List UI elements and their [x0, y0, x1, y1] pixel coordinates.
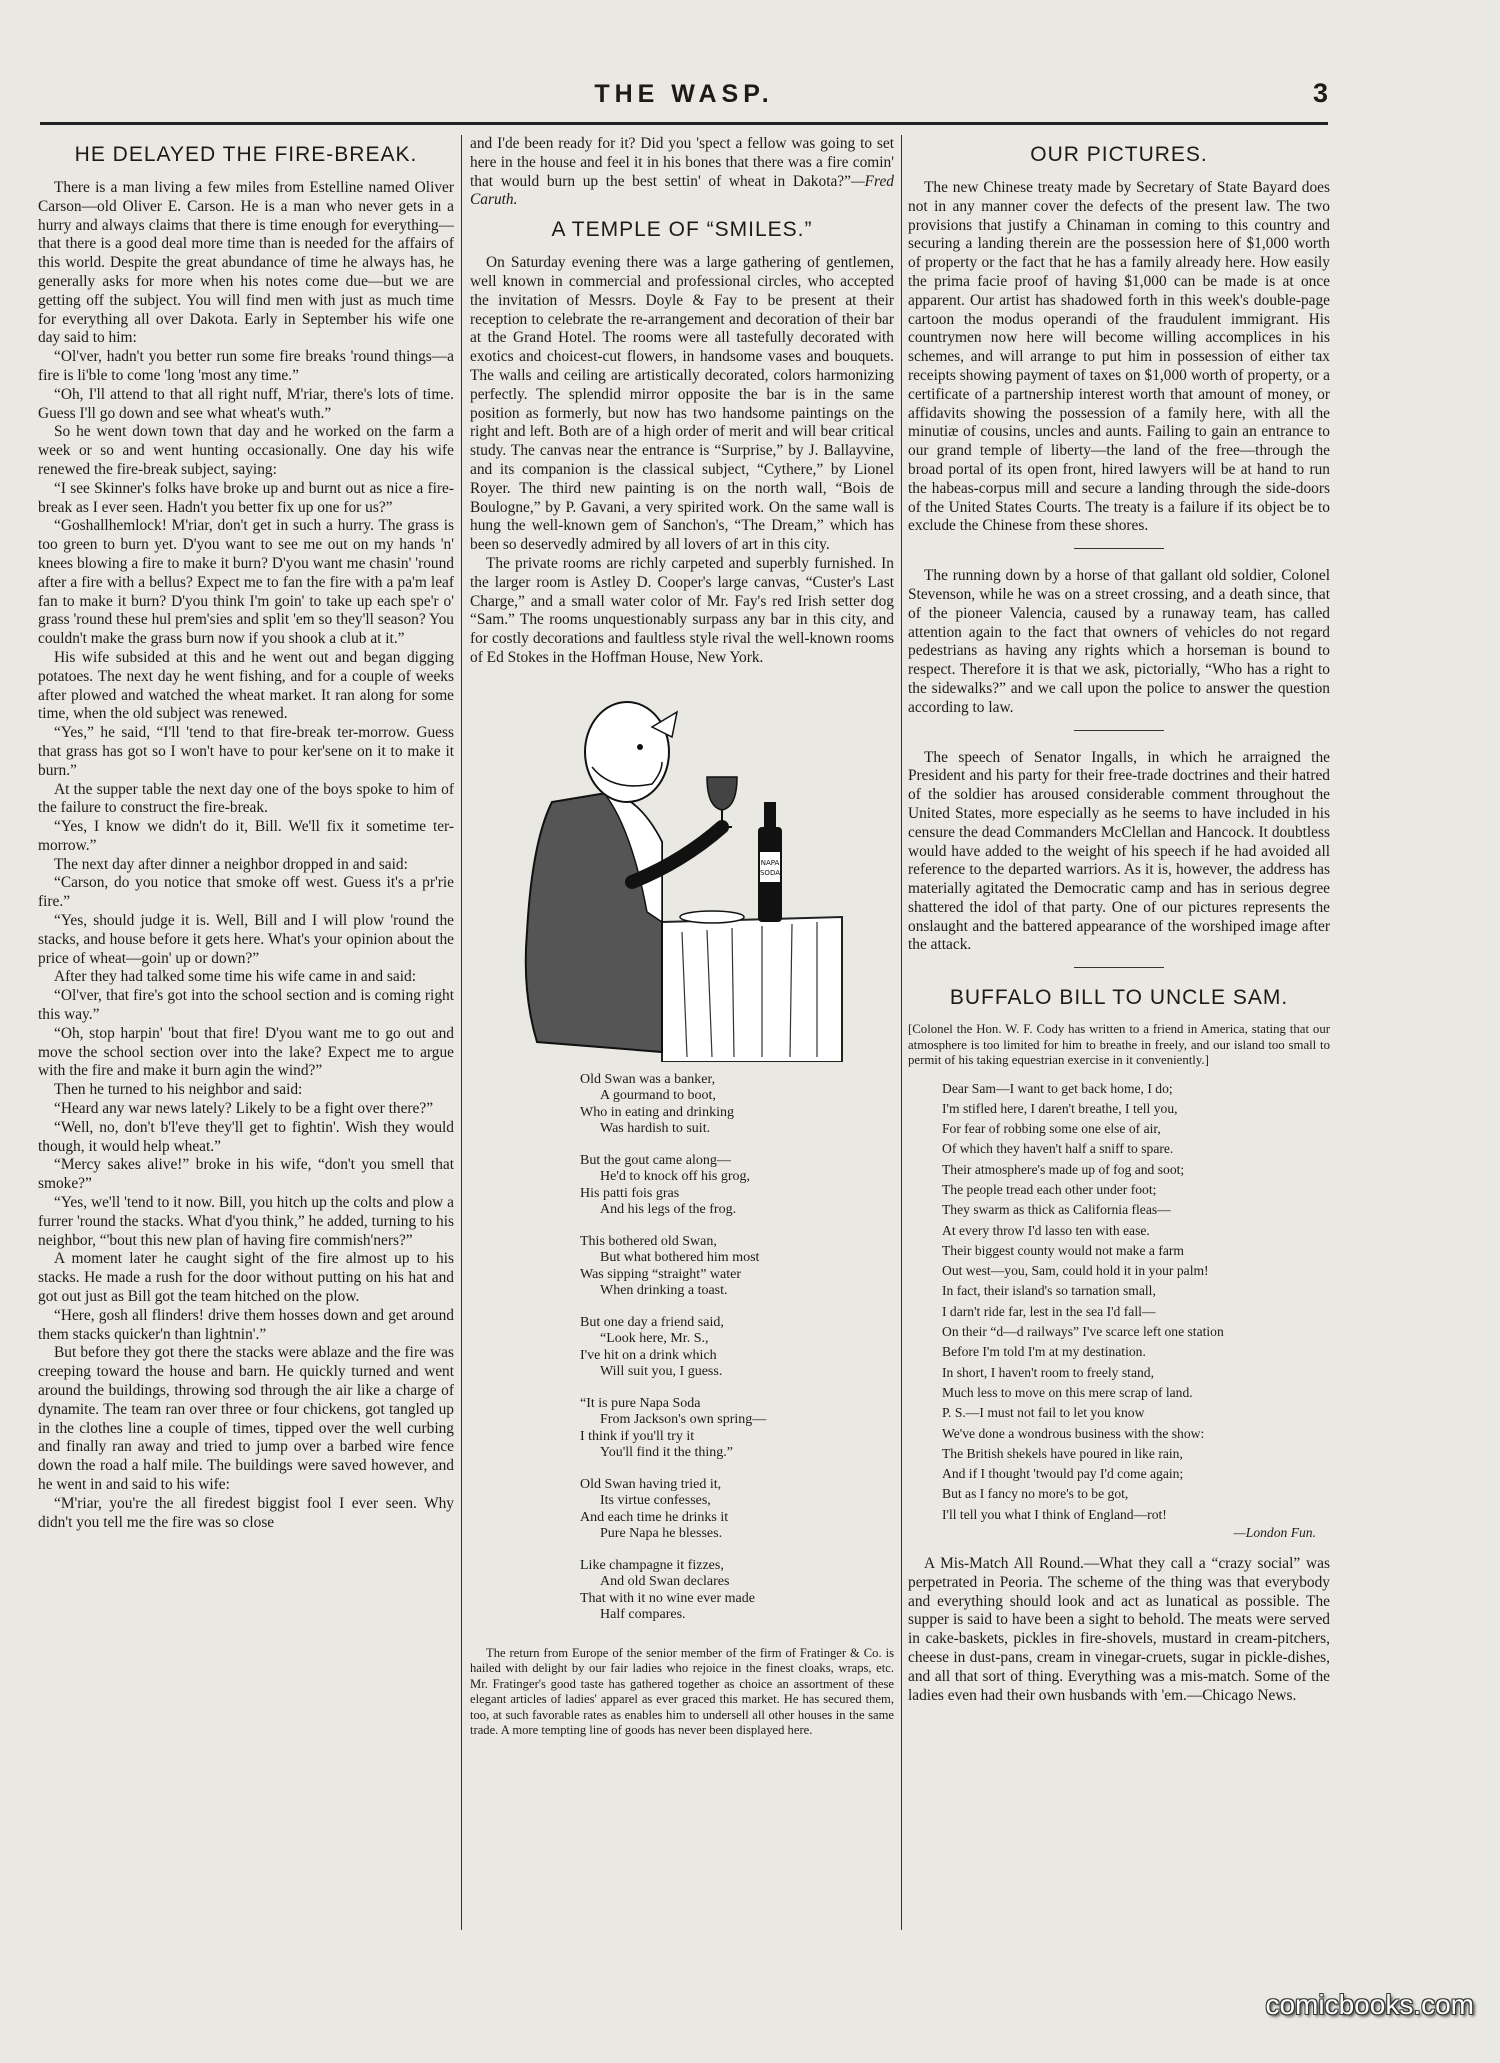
poem-line: But as I fancy no more's to be got, — [942, 1486, 1129, 1502]
poem-line: Half compares. — [600, 1607, 686, 1623]
poem-stanza — [580, 1072, 894, 1138]
paragraph: “Yes, we'll 'tend to it now. Bill, you hitch up the colts and plow a furrer 'round the stacks. What d'you think,” he added, turning to his neighbor, “'bout this new plan of having fire commish'ners?” — [38, 1194, 454, 1249]
poem-line: Much less to move on this mere scrap of land. — [942, 1384, 1193, 1400]
paragraph: The speech of Senator Ingalls, in which he arraigned the President and his party for their free-trade doctrines and their hatred of the soldier has aroused considerable comment throughout the United States, more especially as he seems to have included in his censure the dead Commanders McClellan and Hancock. It doubtless would have added to the weight of his speech if he had avoided all reference to the departed warriors. As it is, however, the address has materially agitated the Democratic camp and has in serious degree shattered the idol of that party. One of our pictures represents the onslaught and the battered appearance of the worshiped image after the attack. — [908, 748, 1330, 954]
paragraph: The running down by a horse of that gallant old soldier, Colonel Stevenson, while he was on a street crossing, and a death since, that of the pioneer Valencia, caused by a runaway team, has called attention again to the fact that owners of vehicles do not regard pedestrians as having any rights which a horseman is bound to respect. Therefore it is that we ask, pictorially, “Who has a right to the sidewalks?” and we call upon the police to answer the question according to law. — [908, 567, 1330, 716]
poem-line: And old Swan declares — [600, 1574, 730, 1590]
poem-line: We've done a wondrous business with the show: — [942, 1425, 1205, 1441]
paragraph: “M'riar, you're the all firedest biggist fool I ever seen. Why didn't you tell me the fire was so close — [38, 1494, 454, 1531]
poem-line: He'd to knock off his grog, — [600, 1169, 751, 1185]
publication-title: THE WASP. — [594, 80, 774, 108]
poem-line: I'm stifled here, I daren't breathe, I tell you, — [942, 1100, 1178, 1116]
paragraph: “Mercy sakes alive!” broke in his wife, “don't you smell that smoke?” — [38, 1156, 454, 1193]
poem-line: You'll find it the thing.” — [600, 1445, 733, 1461]
watermark-text: comicbooks.com — [1265, 1989, 1474, 2020]
poem-stanza — [580, 1153, 894, 1219]
paragraph: “Yes, should judge it is. Well, Bill and I will plow 'round the stacks, and house before it gets here. What's your opinion about the price of wheat—goin' up or down?” — [38, 912, 454, 967]
poem-line: In short, I haven't room to freely stand, — [942, 1364, 1154, 1380]
column-divider — [901, 135, 902, 1930]
poem-line: A gourmand to boot, — [600, 1088, 716, 1104]
paragraph: “Oh, stop harpin' 'bout that fire! D'you want me to go out and move the school section over into the lake? Expect me to argue with the fire and make it burn agin the wind?” — [38, 1024, 454, 1080]
poem-line: Before I'm told I'm at my destination. — [942, 1344, 1146, 1360]
paragraph: The next day after dinner a neighbor dropped in and said: — [54, 855, 408, 873]
section-rule — [1074, 967, 1164, 968]
poem-line: That with it no wine ever made — [580, 1590, 755, 1606]
poem-line: Old Swan was a banker, — [580, 1071, 716, 1087]
article-title: BUFFALO BILL TO UNCLE SAM. — [949, 986, 1289, 1010]
poem-stanza — [580, 1396, 894, 1462]
poem-line: At every throw I'd lasso ten with ease. — [942, 1222, 1150, 1238]
continued-paragraph: and I'de been ready for it? Did you 'spect a fellow was going to set here in the house and feel it in his bones that there was a fire comin' that would burn up the best settin' of wheat in Dakota?”—Fred Caruth. — [470, 135, 894, 209]
article-title: OUR PICTURES. — [1030, 143, 1208, 166]
paragraph: On Saturday evening there was a large gathering of gentlemen, well known in commercial and professional circles, who accepted the invitation of Messrs. Doyle & Fay to be present at their reception to celebrate the re-arrangement and decoration of their bar at the Grand Hotel. The rooms were all tastefully decorated with exotics and choicest-cut flowers, in handsome vases and bouquets. The walls and ceiling are artistically decorated, colors harmonizing perfectly. The splendid mirror opposite the bar is in the same position as formerly, but now has two handsome paintings on the right and left. Both are of a high order of merit and will bear critical study. The canvas near the entrance is “Surprise,” by J. Ballayvine, and its companion is the classical subject, “Cythere,” by Lionel Royer. The third new painting is on the north wall, “Bois de Boulogne,” by P. Gavani, a very spirited work. On the same wall is hung the well-known gem of Sanchon's, “The Dream,” which has been so deservedly admired by all lovers of art in this city. — [470, 254, 894, 554]
poem-line: “It is pure Napa Soda — [580, 1395, 701, 1411]
poem-line: The British shekels have poured in like rain, — [942, 1445, 1183, 1461]
poem-line: Their biggest county would not make a farm — [942, 1242, 1184, 1258]
poem-credit: —London Fun. — [1233, 1525, 1316, 1541]
masthead-rule — [40, 122, 1328, 125]
column-right — [908, 135, 1330, 1935]
paragraph: “Goshallhemlock! M'riar, don't get in such a hurry. The grass is too green to burn yet. D'you want to see me out on my hands 'n' knees blowing a fire to make it burn? D'you want me chasin' 'round after a fire with a bellus? Expect me to fan the fire with a pa'm leaf fan to make it burn? D'you think I'm goin' to take up each spe'r o' grass 'round these hul prem'sies and split 'em so they'll season? You couldn't make the grass burn now if you shook a club at it.” — [38, 517, 454, 648]
paragraph: “Ol'ver, hadn't you better run some fire breaks 'round things—a fire is li'ble to come 'long 'most any time.” — [38, 348, 454, 384]
article-body — [38, 179, 454, 1532]
paragraph: “I see Skinner's folks have broke up and burnt out as nice a fire-break as I ever seen. Hadn't you better fix up one for us?” — [38, 479, 454, 516]
poem-line: Like champagne it fizzes, — [580, 1557, 724, 1573]
svg-text:SODA: SODA — [759, 868, 781, 877]
poem-line: I'll tell you what I think of England—rot! — [942, 1506, 1167, 1522]
article-title: HE DELAYED THE FIRE-BREAK. — [74, 143, 418, 166]
paragraph: A moment later he caught sight of the fire almost up to his stacks. He made a rush for the door without putting on his hat and got out just as Bill got the team hitched on the plow. — [38, 1250, 454, 1306]
paragraph: “Ol'ver, that fire's got into the school section and is coming right this way.” — [38, 987, 454, 1024]
poem — [908, 1079, 1330, 1526]
poem — [470, 1072, 894, 1624]
masthead — [40, 78, 1328, 130]
paragraph: The new Chinese treaty made by Secretary of State Bayard does not in any manner cover the defects of the present law. The two provisions that justify a Chinaman in coming to this country and securing a landing therein are the possession here of $1,000 worth of property or the fact that he has a family already here. How easily the prima facie proof of having $1,000 can be made is at once apparent. Our artist has shadowed forth in this week's double-page cartoon the modus operandi of the fraudulent immigrant. His countrymen now here will become willing accomplices in his schemes, and will arrange to put him in possession of either tax receipts showing payment of taxes on $1,000 worth of property, or a certificate of a partnership interest worth that amount of money, or affidavits showing the possession of a family here, with all the minutiæ of cousins, uncles and aunts. Failing to gain an entrance to our grand temple of liberty—the land of the free—through the broad portal of its open front, hired lawyers will be at hand to run the habeas-corpus mill and secure a landing through the side-doors of the United States Courts. The treaty is a failure if its object be to exclude the Chinese from these shores. — [908, 179, 1330, 535]
article-title: A TEMPLE OF “SMILES.” — [551, 218, 813, 242]
poem-line: When drinking a toast. — [600, 1283, 728, 1299]
section-rule — [1074, 730, 1164, 731]
paragraph: So he went down town that day and he worked on the farm a week or so and went hunting occasionally. One day his wife renewed the fire-break subject, saying: — [38, 423, 454, 478]
poem-line: Pure Napa he blesses. — [600, 1526, 723, 1542]
poem-line: In fact, their island's so tarnation small, — [942, 1283, 1156, 1299]
paragraph: “Here, gosh all flinders! drive them hosses down and get around them stacks quicker'n than lightnin'.” — [38, 1306, 454, 1343]
paragraph: Then he turned to his neighbor and said: — [54, 1081, 303, 1099]
poem-line: I think if you'll try it — [580, 1428, 695, 1444]
poem-line: And each time he drinks it — [580, 1509, 729, 1525]
poem-line: Who in eating and drinking — [580, 1104, 734, 1120]
poem-stanza — [580, 1234, 894, 1300]
poem-line: Was hardish to suit. — [600, 1121, 711, 1137]
paragraph: “Yes,” he said, “I'll 'tend to that fire-break ter-morrow. Guess that grass has got so I won't have to pour ker'sene on it to make it burn.” — [38, 724, 454, 779]
paragraph: “Heard any war news lately? Likely to be a fight over there?” — [54, 1100, 434, 1118]
editor-note: [Colonel the Hon. W. F. Cody has written to a friend in America, stating that our atmosphere is too limited for him to breathe in freely, and our island too small to permit of his taking equestrian exercise in it conveniently.] — [908, 1022, 1330, 1068]
column-middle — [470, 135, 894, 1935]
poem-line: But one day a friend said, — [580, 1314, 724, 1330]
paragraph: But before they got there the stacks were ablaze and the fire was creeping toward the house and barn. He quickly turned and went around the buildings, throwing sod through the air like a charge of dynamite. The team ran over three or four chickens, got tangled up in the clothes line a couple of times, tipped over the well curbing and finally ran away and tried to jump over a barbed wire fence down the road a half mile. The buildings were saved however, and he went in and said to his wife: — [38, 1344, 454, 1493]
mismatch-paragraph: A Mis-Match All Round.—What they call a “crazy social” was perpetrated in Peoria. The scheme of the thing was that everybody and everything should look and act as lunatical as possible. The supper is said to have been a sight to behold. The meats were served in cake-baskets, pickles in fire-shovels, mustard in cream-pitchers, cheese in dust-pans, cream in vinegar-cruets, sugar in pickle-dishes, and all that sort of thing. Everything was a mis-match. Some of the ladies even had their own husbands with 'em.—Chicago News. — [908, 1555, 1330, 1704]
page-number: 3 — [1312, 78, 1328, 108]
paragraph: There is a man living a few miles from Estelline named Oliver Carson—old Oliver E. Carson. He is a man who never gets in a hurry and always claims that there is time enough for everything—that there is a good deal more time than is needed for the affairs of this world. Despite the great abundance of time he always has, he generally asks for more when his notes come due—but we are getting off the subject. You will find men with just as much time for everything all over Dakota. Early in September his wife one day said to him: — [38, 179, 454, 347]
poem-line: “Look here, Mr. S., — [600, 1331, 709, 1347]
poem-line: From Jackson's own spring— — [600, 1412, 767, 1428]
poem-line: His patti fois gras — [580, 1185, 680, 1201]
svg-text:NAPA: NAPA — [760, 858, 780, 867]
paragraph: “Carson, do you notice that smoke off west. Guess it's a pr'rie fire.” — [38, 874, 454, 911]
column-left — [38, 135, 454, 1935]
article-body — [470, 254, 894, 668]
poem-line: For fear of robbing some one else of air, — [942, 1121, 1161, 1137]
poem-line: I darn't ride far, lest in the sea I'd fall— — [942, 1303, 1156, 1319]
poem-line: Old Swan having tried it, — [580, 1476, 722, 1492]
poem-line: P. S.—I must not fail to let you know — [942, 1405, 1145, 1421]
poem-line: On their “d—d railways” I've scarce left one station — [942, 1324, 1224, 1340]
paragraph: After they had talked some time his wife came in and said: — [54, 968, 416, 986]
poem-line: Dear Sam—I want to get back home, I do; — [942, 1080, 1173, 1096]
section-rule — [1074, 548, 1164, 549]
poem-stanza — [580, 1477, 894, 1543]
paragraph: At the supper table the next day one of the boys spoke to him of the failure to construct the fire-break. — [38, 780, 454, 817]
poem-stanza — [580, 1315, 894, 1381]
paragraph: The private rooms are richly carpeted and superbly furnished. In the larger room is Astley D. Cooper's large canvas, “Custer's Last Charge,” and a small water color of Mr. Fay's red Irish setter dog “Sam.” The rooms unquestionably surpass any bar in this city, and for costly decorations and faultless style rival the well-known rooms of Ed Stokes in the Hoffman House, New York. — [470, 554, 894, 666]
poem-stanza — [580, 1558, 894, 1624]
poem-line: Its virtue confesses, — [600, 1493, 711, 1509]
poem-line: Was sipping “straight” water — [580, 1266, 741, 1282]
poem-line: But the gout came along— — [580, 1152, 731, 1168]
poem-line: This bothered old Swan, — [580, 1233, 717, 1249]
poem-line: Will suit you, I guess. — [600, 1364, 723, 1380]
poem-line: They swarm as thick as California fleas— — [942, 1202, 1171, 1218]
paragraph: “Yes, I know we didn't do it, Bill. We'll fix it sometime ter-morrow.” — [38, 818, 454, 854]
poem-line: Out west—you, Sam, could hold it in your palm! — [942, 1263, 1209, 1279]
poem-line: I've hit on a drink which — [580, 1347, 717, 1363]
poem-line: Of which they haven't half a sniff to spare. — [942, 1141, 1174, 1157]
banker-illustration — [512, 692, 852, 1062]
poem-line: And if I thought 'twould pay I'd come again; — [942, 1466, 1184, 1482]
fratinger-notice: The return from Europe of the senior member of the firm of Fratinger & Co. is hailed with delight by our fair ladies who rejoice in the finest cloaks, wraps, etc. Mr. Fratinger's good taste has gathered together as choice an assortment of these elegant articles of ladies' apparel as ever graced this market. He has secured them, too, at such favorable rates as enables him to undersell all other houses in the same trade. A more tempting line of goods has never been displayed here. — [470, 1645, 894, 1738]
column-divider — [461, 135, 462, 1930]
paragraph: His wife subsided at this and he went out and began digging potatoes. The next day he went fishing, and for a couple of weeks after plowed and watched the wheat market. It ran along for some time, when the old subject was renewed. — [38, 648, 454, 723]
article-body — [908, 179, 1330, 955]
poem-line: The people tread each other under foot; — [942, 1181, 1157, 1197]
poem-line: And his legs of the frog. — [600, 1202, 737, 1218]
poem-line: But what bothered him most — [600, 1250, 760, 1266]
paragraph: “Well, no, don't b'l'eve they'll get to fightin'. Wish they would though, it would help wheat.” — [38, 1118, 454, 1155]
paragraph: “Oh, I'll attend to that all right nuff, M'riar, there's lots of time. Guess I'll go down and see what wheat's wuth.” — [38, 385, 454, 422]
poem-line: Their atmosphere's made up of fog and soot; — [942, 1161, 1185, 1177]
